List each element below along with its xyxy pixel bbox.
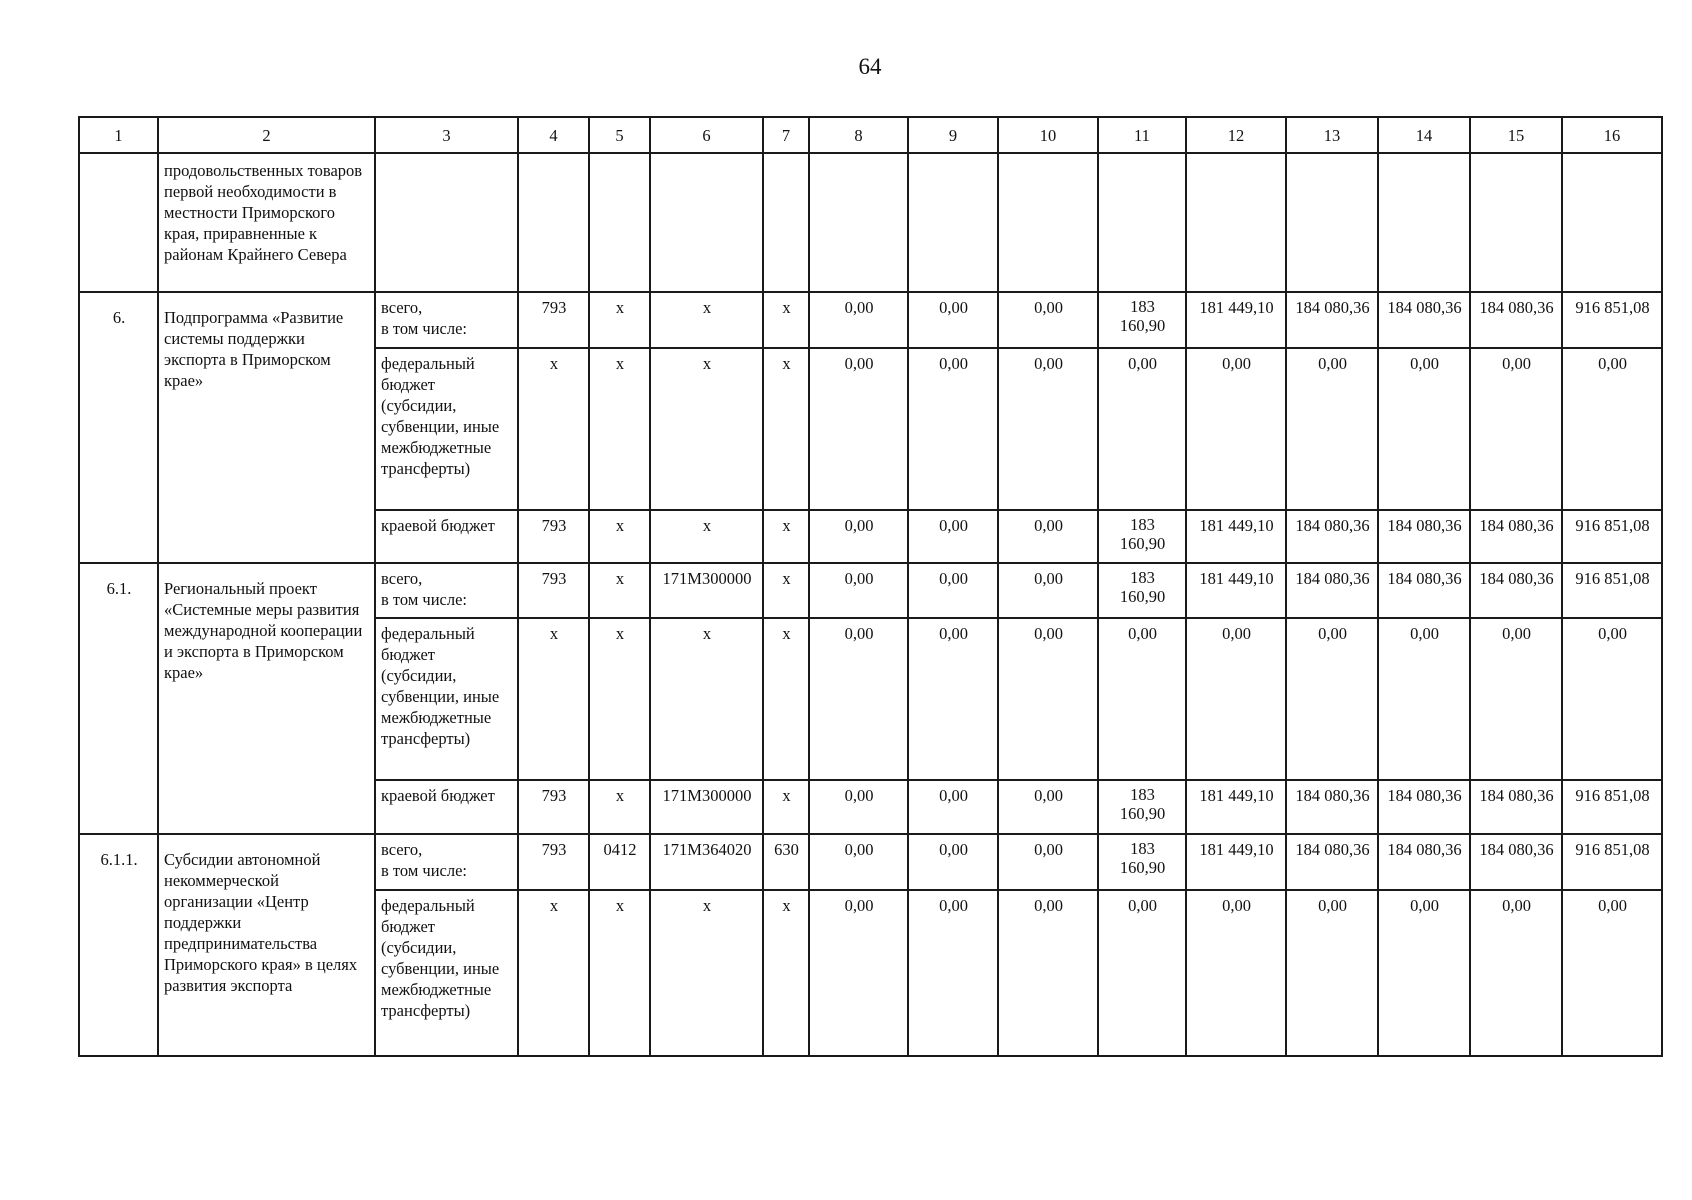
- header-cell: 13: [1286, 117, 1378, 153]
- cell: 184 080,36: [1286, 510, 1378, 563]
- source-label: всего, в том числе:: [375, 292, 518, 348]
- cell: 0,00: [809, 618, 908, 780]
- cell: x: [589, 563, 650, 618]
- cell: 181 449,10: [1186, 780, 1286, 834]
- header-cell: 9: [908, 117, 998, 153]
- header-row: [79, 117, 1662, 153]
- header-cell: 3: [375, 117, 518, 153]
- cell: 0,00: [1378, 890, 1470, 1056]
- row-number: 6.: [79, 292, 158, 563]
- cell: 0412: [589, 834, 650, 890]
- cell: 0,00: [1098, 618, 1186, 780]
- cell: x: [763, 510, 809, 563]
- source-label: краевой бюджет: [375, 780, 518, 834]
- header-cell: 6: [650, 117, 763, 153]
- table-row: [79, 834, 1662, 890]
- cell: x: [763, 348, 809, 510]
- cell: 0,00: [1378, 348, 1470, 510]
- source-label: всего, в том числе:: [375, 563, 518, 618]
- row-number: 6.1.1.: [79, 834, 158, 1056]
- cell: 0,00: [908, 563, 998, 618]
- cell: 184 080,36: [1470, 292, 1562, 348]
- source-label: федеральный бюджет (субсидии, субвенции, иные межбюджетные трансферты): [375, 618, 518, 780]
- cell: 184 080,36: [1286, 834, 1378, 890]
- header-cell: 2: [158, 117, 375, 153]
- cell: 0,00: [908, 780, 998, 834]
- cell: 184 080,36: [1470, 780, 1562, 834]
- cell: 184 080,36: [1286, 292, 1378, 348]
- cell: 793: [518, 510, 589, 563]
- header-cell: 14: [1378, 117, 1470, 153]
- cell: x: [589, 510, 650, 563]
- header-cell: 1: [79, 117, 158, 153]
- cell: 183 160,90: [1098, 292, 1186, 348]
- cell: 184 080,36: [1378, 292, 1470, 348]
- cell: 0,00: [998, 563, 1098, 618]
- cell: 184 080,36: [1378, 780, 1470, 834]
- cell: 0,00: [998, 780, 1098, 834]
- cell: 183 160,90: [1098, 510, 1186, 563]
- cell: 171M300000: [650, 780, 763, 834]
- cell: x: [763, 890, 809, 1056]
- cell: 0,00: [1286, 618, 1378, 780]
- cell: x: [650, 348, 763, 510]
- cell: 0,00: [998, 292, 1098, 348]
- cell: 916 851,08: [1562, 563, 1662, 618]
- cell: 183 160,90: [1098, 780, 1186, 834]
- cell: x: [650, 618, 763, 780]
- header-cell: 10: [998, 117, 1098, 153]
- cell: 0,00: [908, 618, 998, 780]
- cell: 171M300000: [650, 563, 763, 618]
- cell: 181 449,10: [1186, 563, 1286, 618]
- cell: 0,00: [1186, 618, 1286, 780]
- cell: 793: [518, 834, 589, 890]
- cell: 0,00: [1286, 890, 1378, 1056]
- cell: x: [589, 348, 650, 510]
- cell: 0,00: [908, 292, 998, 348]
- cell: 0,00: [809, 780, 908, 834]
- row-number: 6.1.: [79, 563, 158, 834]
- cell: 0,00: [809, 292, 908, 348]
- cell: 0,00: [908, 510, 998, 563]
- cell: 0,00: [809, 834, 908, 890]
- source-label: федеральный бюджет (субсидии, субвенции, иные межбюджетные трансферты): [375, 348, 518, 510]
- cell: 183 160,90: [1098, 834, 1186, 890]
- cell: 0,00: [1562, 890, 1662, 1056]
- cell: x: [518, 618, 589, 780]
- cell: 184 080,36: [1378, 510, 1470, 563]
- cell: x: [518, 890, 589, 1056]
- cell: x: [763, 292, 809, 348]
- cell: 916 851,08: [1562, 834, 1662, 890]
- cell: 181 449,10: [1186, 292, 1286, 348]
- cell: 0,00: [1098, 890, 1186, 1056]
- table-row: [79, 563, 1662, 618]
- table-row: [79, 292, 1662, 348]
- cell: 184 080,36: [1470, 563, 1562, 618]
- cell: 0,00: [908, 834, 998, 890]
- cell: 0,00: [998, 618, 1098, 780]
- cell: 0,00: [1470, 890, 1562, 1056]
- cell: 0,00: [1186, 348, 1286, 510]
- cell: 0,00: [998, 510, 1098, 563]
- cell: 0,00: [1186, 890, 1286, 1056]
- header-cell: 15: [1470, 117, 1562, 153]
- cell: 916 851,08: [1562, 780, 1662, 834]
- cell: x: [589, 890, 650, 1056]
- source-label: всего, в том числе:: [375, 834, 518, 890]
- header-cell: 8: [809, 117, 908, 153]
- header-cell: 12: [1186, 117, 1286, 153]
- cell: 0,00: [1470, 348, 1562, 510]
- cell: 184 080,36: [1378, 834, 1470, 890]
- header-cell: 4: [518, 117, 589, 153]
- cell: 184 080,36: [1286, 563, 1378, 618]
- cell: 184 080,36: [1470, 510, 1562, 563]
- cell: x: [589, 292, 650, 348]
- cell: 0,00: [1562, 348, 1662, 510]
- cell: x: [650, 292, 763, 348]
- cell: 916 851,08: [1562, 292, 1662, 348]
- cell: x: [589, 780, 650, 834]
- cell: 0,00: [998, 890, 1098, 1056]
- continuation-text: продовольственных товаров первой необходимости в местности Приморского края, приравненные к районам Крайнего Севера: [158, 153, 375, 292]
- cell: 916 851,08: [1562, 510, 1662, 563]
- cell: x: [518, 348, 589, 510]
- cell: 0,00: [998, 348, 1098, 510]
- cell: 184 080,36: [1470, 834, 1562, 890]
- cell: 184 080,36: [1378, 563, 1470, 618]
- cell: x: [763, 563, 809, 618]
- cell: 793: [518, 563, 589, 618]
- cell: 0,00: [908, 348, 998, 510]
- page-number: 64: [858, 54, 882, 79]
- header-cell: 5: [589, 117, 650, 153]
- budget-table: [78, 116, 1663, 1057]
- cell: 0,00: [809, 563, 908, 618]
- cell: 0,00: [1098, 348, 1186, 510]
- cell: x: [763, 780, 809, 834]
- cell: 630: [763, 834, 809, 890]
- cell: 0,00: [809, 348, 908, 510]
- cell: 181 449,10: [1186, 510, 1286, 563]
- cell: 793: [518, 780, 589, 834]
- cell: x: [650, 890, 763, 1056]
- source-label: краевой бюджет: [375, 510, 518, 563]
- cell: 0,00: [1470, 618, 1562, 780]
- cell: x: [763, 618, 809, 780]
- source-label: федеральный бюджет (субсидии, субвенции, иные межбюджетные трансферты): [375, 890, 518, 1056]
- cell: 0,00: [1378, 618, 1470, 780]
- cell: 0,00: [998, 834, 1098, 890]
- cell: x: [650, 510, 763, 563]
- cell: 181 449,10: [1186, 834, 1286, 890]
- table-row: [79, 153, 1662, 292]
- cell: 0,00: [809, 510, 908, 563]
- cell: 184 080,36: [1286, 780, 1378, 834]
- cell: 183 160,90: [1098, 563, 1186, 618]
- cell: 171M364020: [650, 834, 763, 890]
- header-cell: 11: [1098, 117, 1186, 153]
- cell: 0,00: [809, 890, 908, 1056]
- cell: 793: [518, 292, 589, 348]
- cell: x: [589, 618, 650, 780]
- row-name: Подпрограмма «Развитие системы поддержки экспорта в Приморском крае»: [158, 292, 375, 563]
- header-cell: 16: [1562, 117, 1662, 153]
- cell: 0,00: [1286, 348, 1378, 510]
- row-name: Региональный проект «Системные меры развития международной кооперации и экспорта в Приморском крае»: [158, 563, 375, 834]
- row-name: Субсидии автономной некоммерческой организации «Центр поддержки предпринимательства Приморского края» в целях развития экспорта: [158, 834, 375, 1056]
- header-cell: 7: [763, 117, 809, 153]
- cell: 0,00: [1562, 618, 1662, 780]
- cell: 0,00: [908, 890, 998, 1056]
